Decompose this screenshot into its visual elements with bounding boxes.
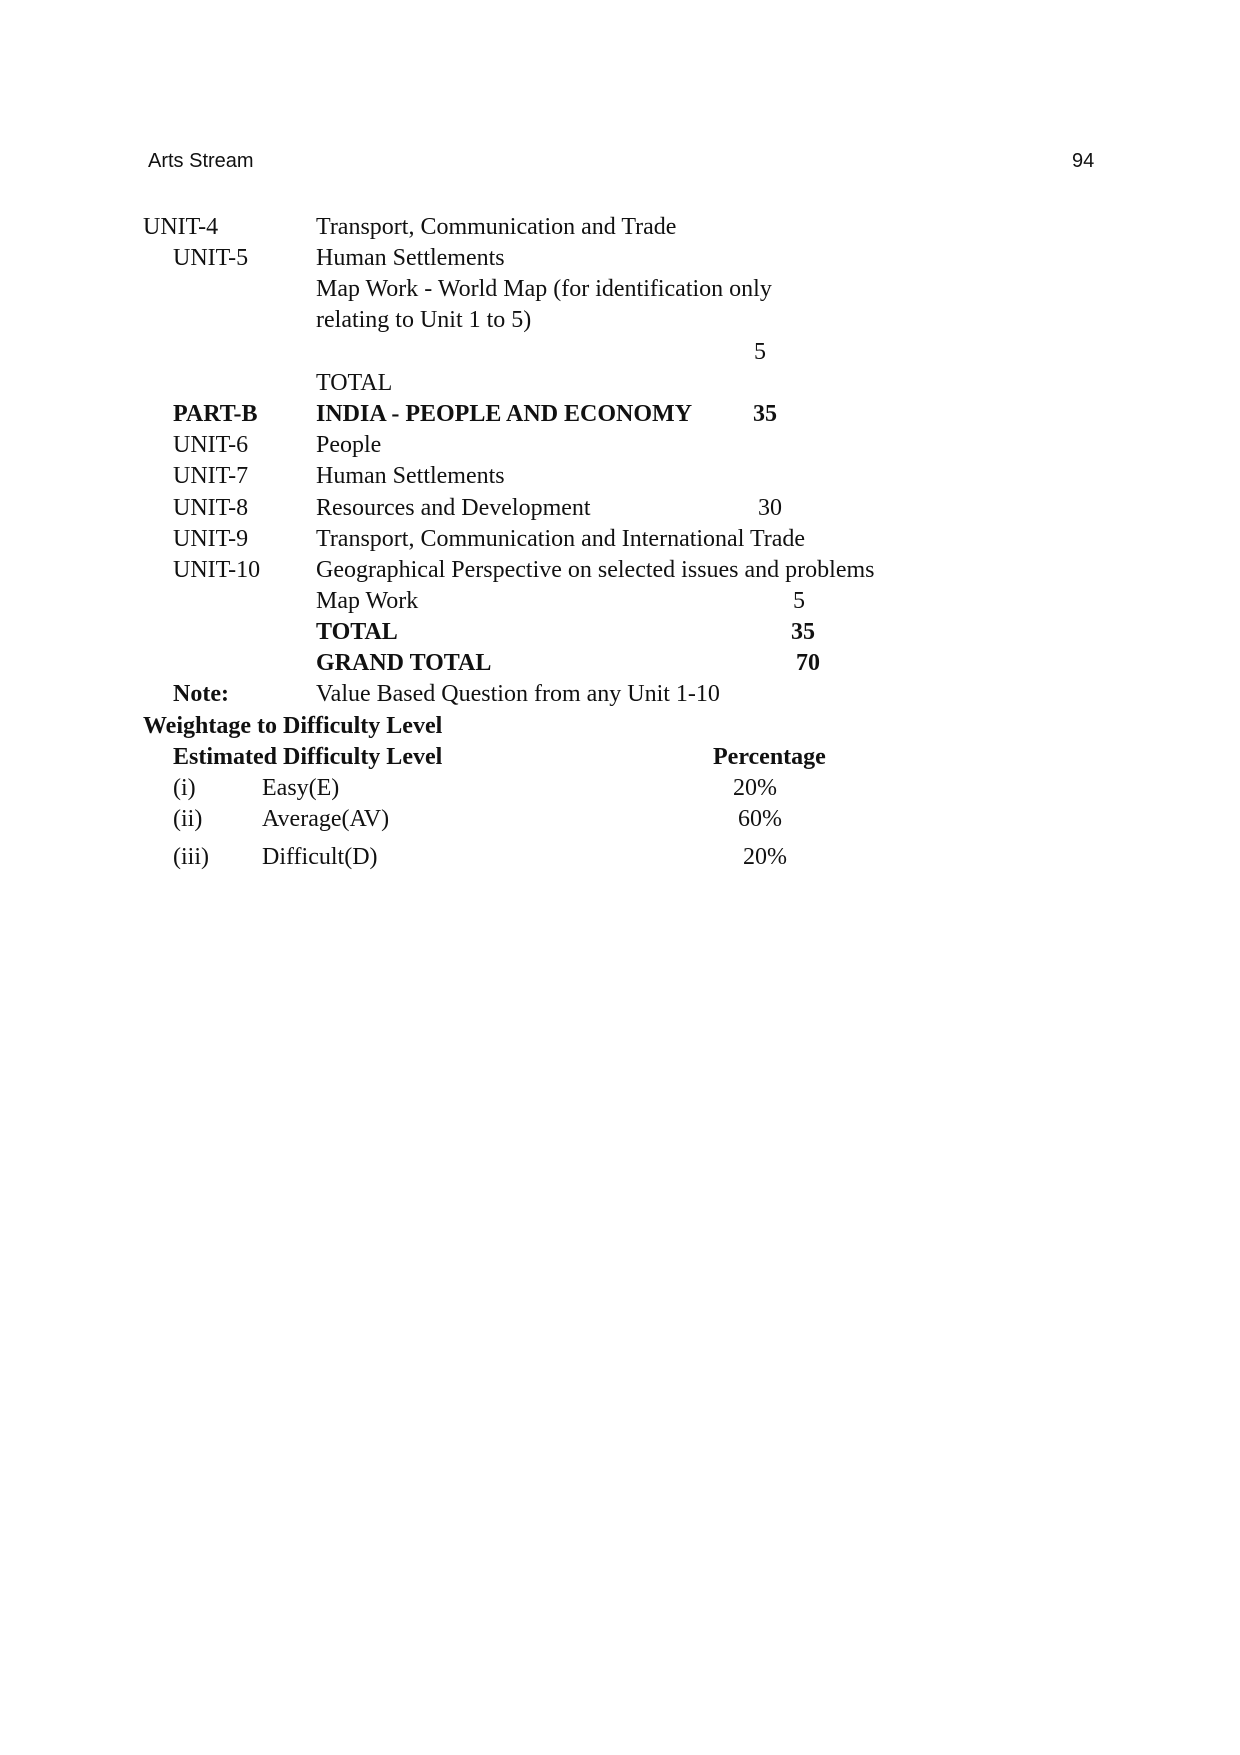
unit-topic: Human Settlements [316,463,505,489]
difficulty-percentage: 20% [733,775,777,801]
running-header-title: Arts Stream [148,150,254,172]
page-number: 94 [1072,150,1095,172]
grand-total-marks: 70 [796,650,820,676]
map-work-line-1: Map Work - World Map (for identification only [316,276,772,302]
percentage-column-header: Percentage [713,744,826,770]
unit-topic: Transport, Communication and International Trade [316,526,806,552]
unit-label: UNIT-8 [173,495,249,521]
note-text: Value Based Question from any Unit 1-10 [316,681,720,707]
map-work-marks: 5 [754,339,766,365]
part-b-label: PART-B [173,401,258,427]
difficulty-percentage: 60% [738,806,782,832]
unit-topic: Human Settlements [316,245,505,271]
difficulty-row-number: (i) [173,775,196,801]
total-label: TOTAL [316,370,393,396]
map-work-label: Map Work [316,588,419,614]
unit-marks: 30 [758,495,782,521]
part-b-marks: 35 [753,401,777,427]
unit-topic: People [316,432,382,458]
unit-label: UNIT-10 [173,557,261,583]
map-work-line-2: relating to Unit 1 to 5) [316,307,532,333]
note-label: Note: [173,681,229,707]
unit-label: UNIT-5 [173,245,249,271]
map-work-marks: 5 [793,588,805,614]
difficulty-level: Easy(E) [262,775,340,801]
unit-topic: Geographical Perspective on selected issues and problems [316,557,875,583]
unit-label: UNIT-4 [143,214,219,240]
grand-total-label: GRAND TOTAL [316,650,492,676]
difficulty-level: Difficult(D) [262,844,378,870]
unit-topic: Resources and Development [316,495,591,521]
unit-label: UNIT-9 [173,526,249,552]
total-marks: 35 [791,619,815,645]
total-label: TOTAL [316,619,398,645]
difficulty-row-number: (iii) [173,844,209,870]
part-b-title: INDIA - PEOPLE AND ECONOMY [316,401,693,427]
unit-topic: Transport, Communication and Trade [316,214,677,240]
difficulty-percentage: 20% [743,844,787,870]
unit-label: UNIT-6 [173,432,249,458]
difficulty-row-number: (ii) [173,806,203,832]
difficulty-column-header: Estimated Difficulty Level [173,744,443,770]
difficulty-level: Average(AV) [262,806,390,832]
weightage-heading: Weightage to Difficulty Level [143,713,443,739]
unit-label: UNIT-7 [173,463,249,489]
